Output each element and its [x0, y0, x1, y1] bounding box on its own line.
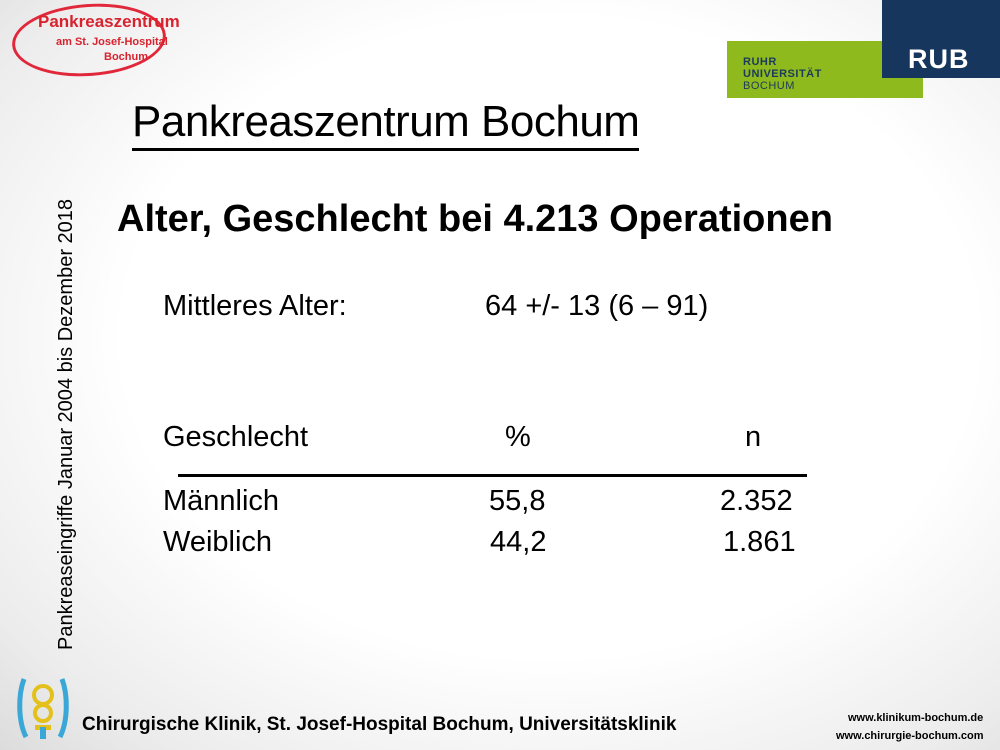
row-female-label: Weiblich — [163, 526, 273, 558]
row-male-count: 2.352 — [720, 485, 793, 517]
row-male-percent: 55,8 — [489, 485, 546, 517]
logo-line2: am St. Josef-Hospital — [56, 36, 168, 48]
table-divider — [178, 474, 807, 477]
clinic-logo-icon — [16, 675, 70, 741]
logo-line1: Pankreaszentrum — [38, 12, 180, 31]
page-title: Pankreaszentrum Bochum — [132, 96, 639, 151]
age-value: 64 +/- 13 (6 – 91) — [485, 290, 709, 322]
footer-url-chirurgie[interactable]: www.chirurgie-bochum.com — [836, 730, 984, 742]
rub-logo — [882, 0, 1000, 78]
pankreaszentrum-logo — [12, 4, 180, 80]
row-female-percent: 44,2 — [490, 526, 547, 558]
logo-line3: Bochum — [104, 51, 148, 63]
header-percent: % — [505, 421, 531, 453]
age-label: Mittleres Alter: — [163, 290, 347, 322]
footer-url-klinikum[interactable]: www.klinikum-bochum.de — [848, 712, 984, 724]
rub-line3: BOCHUM — [743, 80, 795, 92]
header-gender: Geschlecht — [163, 421, 309, 453]
footer-clinic-name: Chirurgische Klinik, St. Josef-Hospital Bochum, Universitätsklinik — [82, 714, 677, 735]
side-caption: Pankreaseingriffe Januar 2004 bis Dezember 2018 — [55, 198, 77, 650]
row-male-label: Männlich — [163, 485, 280, 517]
rub-line1: RUHR — [743, 56, 777, 68]
row-female-count: 1.861 — [723, 526, 796, 558]
rub-short: RUB — [908, 44, 970, 74]
rub-line2: UNIVERSITÄT — [743, 68, 822, 80]
header-count: n — [745, 421, 762, 453]
slide-subtitle: Alter, Geschlecht bei 4.213 Operationen — [117, 198, 833, 240]
